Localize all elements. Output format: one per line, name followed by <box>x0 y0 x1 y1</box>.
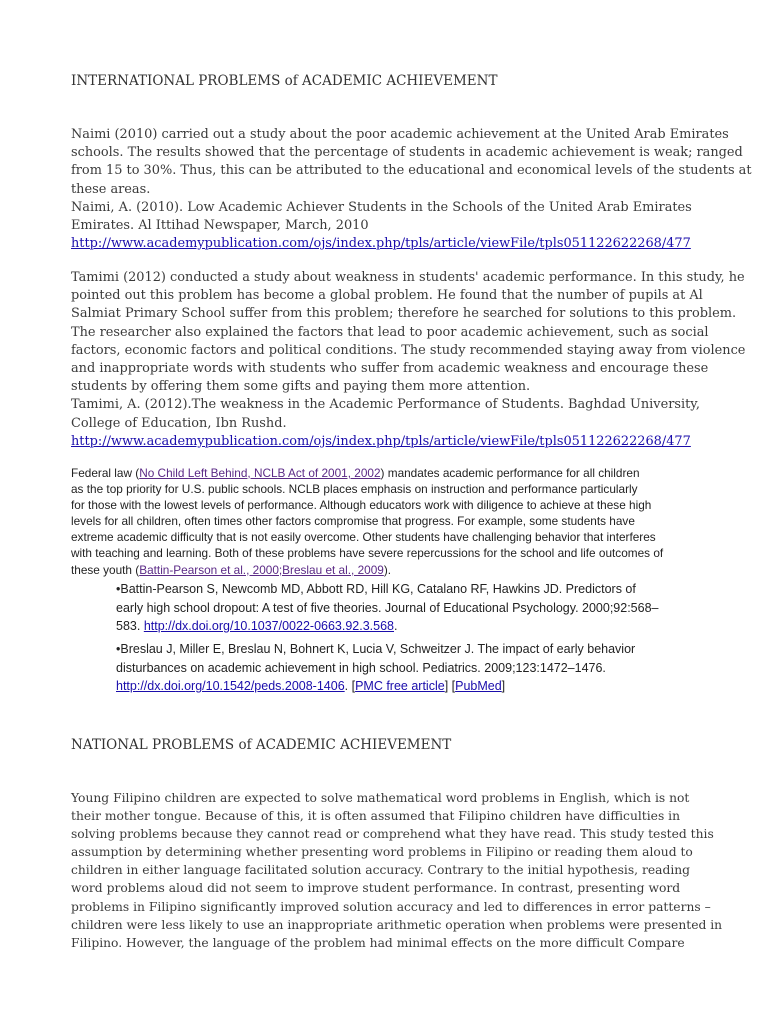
text-line: these areas. <box>71 181 151 197</box>
text-line: schools. The results showed that the percentage of students in academic achievement is weak; ranged <box>71 145 743 161</box>
text-fragment: 583. <box>116 619 144 633</box>
text-line: disturbances on academic achievement in high school. Pediatrics. 2009;123:1472–1476. <box>116 660 606 675</box>
text-line: assumption by determining whether presenting word problems in Filipino or reading them aloud to <box>71 845 693 860</box>
text-line: for those with the lowest levels of performance. Although educators work with diligence to achieve at these high <box>71 498 652 513</box>
text-fragment: ). <box>383 562 392 577</box>
text-fragment: ) mandates academic performance for all children <box>380 466 640 480</box>
text-line: Tamimi (2012) conducted a study about weakness in students' academic performance. In this study, he <box>71 270 745 285</box>
text-line: children in either language facilitated solution accuracy. Contrary to the initial hypothesis, reading <box>71 863 691 878</box>
text-line: word problems aloud did not seem to improve student performance. In contrast, presenting word <box>71 881 681 896</box>
doi-link-breslau[interactable]: http://dx.doi.org/10.1542/peds.2008-1406 <box>116 679 345 693</box>
doi-link-battin[interactable]: http://dx.doi.org/10.1037/0022-0663.92.3.568 <box>143 619 395 633</box>
text-line: problems in Filipino significantly improved solution accuracy and led to differences in error patterns – <box>71 899 711 914</box>
pubmed-link[interactable]: PubMed <box>455 679 502 693</box>
text-line: factors, economic factors and political conditions. The study recommended staying away from violence <box>71 342 746 358</box>
citation-link[interactable]: Battin-Pearson et al., 2000;Breslau et al., 2009 <box>139 562 384 577</box>
text-fragment: these youth ( <box>71 562 140 577</box>
pmc-free-article-link[interactable]: PMC free article <box>355 679 445 693</box>
text-line: Naimi (2010) carried out a study about the poor academic achievement at the United Arab Emirates <box>71 127 729 142</box>
text-fragment: Federal law ( <box>71 466 140 480</box>
text-line: from 15 to 30%. Thus, this can be attributed to the educational and economical levels of the students at <box>71 163 752 179</box>
paragraph-naimi <box>71 126 752 253</box>
text-line: students by offering them some gifts and paying them more attention. <box>71 379 531 395</box>
text-line: extreme academic difficulty that is not easily overcome. Other students have challenging behavior that interferes <box>71 530 656 545</box>
reference-breslau <box>116 640 706 696</box>
paragraph-federal-law <box>71 465 711 578</box>
text-line: Young Filipino children are expected to solve mathematical word problems in English, which is not <box>71 791 690 805</box>
text-line: and inappropriate words with students who suffer from academic weakness and encourage these <box>71 361 709 377</box>
text-line: Emirates. Al Ittihad Newspaper, March, 2010 <box>71 218 369 234</box>
academypublication-link-1[interactable]: http://www.academypublication.com/ojs/index.php/tpls/article/viewFile/tpls051122622268/477 <box>71 236 691 252</box>
nclb-link[interactable]: No Child Left Behind, NCLB Act of 2001, 2002 <box>139 466 381 480</box>
text-line: •Breslau J, Miller E, Breslau N, Bohnert K, Lucia V, Schweitzer J. The impact of early behavior <box>116 642 636 656</box>
text-line: as the top priority for U.S. public schools. NCLB places emphasis on instruction and performance particularly <box>71 482 638 497</box>
text-line: The researcher also explained the factors that lead to poor academic achievement, such as social <box>71 324 709 340</box>
text-fragment: . <box>394 619 398 633</box>
text-line: •Battin-Pearson S, Newcomb MD, Abbott RD, Hill KG, Catalano RF, Hawkins JD. Predictors of <box>116 582 636 596</box>
text-fragment: ] [ <box>444 679 456 693</box>
text-line: levels for all children, often times other factors compromise that progress. For example, some students have <box>71 514 635 529</box>
reference-battin-pearson <box>116 580 706 636</box>
text-line: pointed out this problem has become a global problem. He found that the number of pupils at Al <box>71 288 703 304</box>
text-line: Filipino. However, the language of the problem had minimal effects on the more difficult Compare <box>71 935 685 950</box>
text-line: with teaching and learning. Both of these problems have severe repercussions for the school and life outcomes of <box>71 546 664 561</box>
text-line: Tamimi, A. (2012).The weakness in the Academic Performance of Students. Baghdad University, <box>71 397 700 413</box>
paragraph-filipino <box>71 789 723 952</box>
text-fragment: ] <box>501 679 506 693</box>
text-line: Salmiat Primary School suffer from this problem; therefore he searched for solutions to this problem. <box>71 306 737 322</box>
academypublication-link-2[interactable]: http://www.academypublication.com/ojs/index.php/tpls/article/viewFile/tpls051122622268/477 <box>71 433 691 449</box>
text-line: their mother tongue. Because of this, it is often assumed that Filipino children have difficulties in <box>71 809 681 824</box>
heading-international: INTERNATIONAL PROBLEMS of ACADEMIC ACHIEVEMENT <box>71 73 498 89</box>
text-line: early high school dropout: A test of five theories. Journal of Educational Psychology. 2000;92:568– <box>116 600 659 615</box>
heading-national: NATIONAL PROBLEMS of ACADEMIC ACHIEVEMENT <box>71 737 452 753</box>
text-line: College of Education, Ibn Rushd. <box>71 415 287 431</box>
text-line: Naimi, A. (2010). Low Academic Achiever Students in the Schools of the United Arab Emirates <box>71 199 692 215</box>
text-fragment: . [ <box>344 679 356 693</box>
text-line: solving problems because they cannot read or comprehend what they have read. This study tested this <box>71 827 714 842</box>
paragraph-tamimi <box>71 269 746 451</box>
text-line: children were less likely to use an inappropriate arithmetic operation when problems were presented in <box>71 917 723 932</box>
